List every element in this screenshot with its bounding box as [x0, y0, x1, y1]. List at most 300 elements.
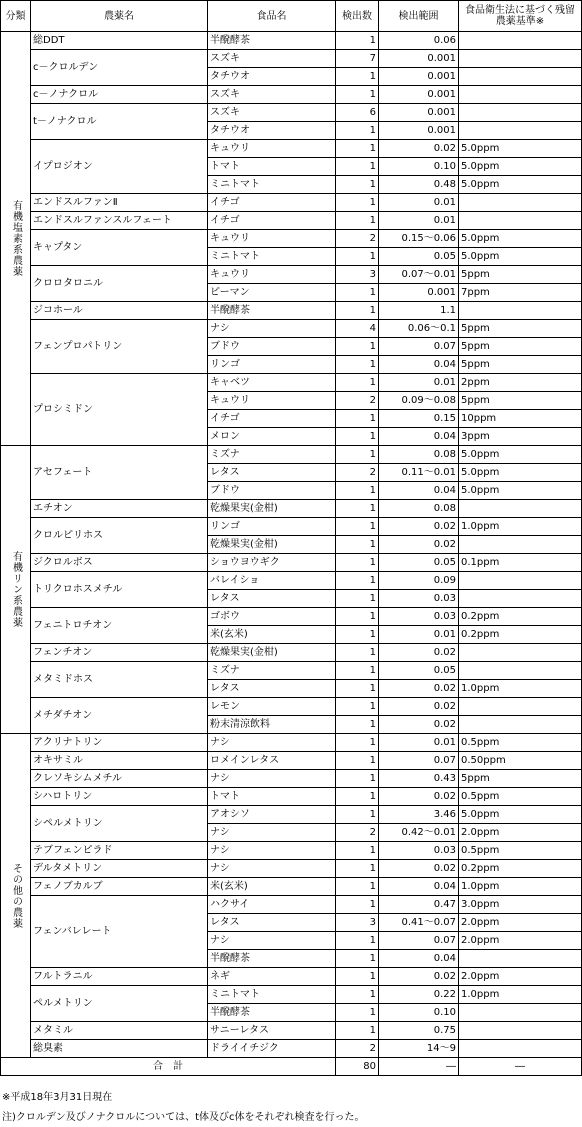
residue-standard: 7ppm	[459, 284, 582, 302]
food-name: レタス	[208, 680, 336, 698]
food-name: レタス	[208, 914, 336, 932]
table-row	[1, 1040, 582, 1058]
detection-count: 1	[336, 1004, 379, 1022]
table-row	[1, 140, 582, 158]
residue-standard: 5ppm	[459, 320, 582, 338]
food-name: トマト	[208, 158, 336, 176]
residue-standard: 5ppm	[459, 266, 582, 284]
residue-standard	[459, 950, 582, 968]
detection-range: 0.02	[379, 536, 459, 554]
detection-count: 1	[336, 716, 379, 734]
detection-count: 1	[336, 806, 379, 824]
food-name: キュウリ	[208, 230, 336, 248]
pesticide-name: キャプタン	[31, 230, 208, 266]
residue-standard	[459, 32, 582, 50]
pesticide-name: クレソキシムメチル	[31, 770, 208, 788]
residue-standard	[459, 86, 582, 104]
food-name: ミズナ	[208, 446, 336, 464]
detection-range: 0.04	[379, 950, 459, 968]
category-label: 有機塩素系農薬	[1, 32, 31, 446]
residue-standard: 5.0ppm	[459, 248, 582, 266]
residue-standard	[459, 122, 582, 140]
food-name: 米(玄米)	[208, 626, 336, 644]
detection-count: 1	[336, 536, 379, 554]
detection-count: 2	[336, 824, 379, 842]
detection-range: 0.05	[379, 248, 459, 266]
detection-range: 0.01	[379, 374, 459, 392]
detection-range: 0.02	[379, 140, 459, 158]
pesticide-name: トリクロホスメチル	[31, 572, 208, 608]
detection-count: 2	[336, 464, 379, 482]
detection-range: 0.04	[379, 878, 459, 896]
residue-standard: 1.0ppm	[459, 680, 582, 698]
food-name: ナシ	[208, 860, 336, 878]
detection-range: 0.10	[379, 1004, 459, 1022]
food-name: バレイショ	[208, 572, 336, 590]
residue-standard: 5.0ppm	[459, 806, 582, 824]
detection-range: 0.02	[379, 860, 459, 878]
detection-count: 1	[336, 878, 379, 896]
residue-standard: 5ppm	[459, 356, 582, 374]
table-row	[1, 608, 582, 626]
residue-standard	[459, 68, 582, 86]
detection-count: 1	[336, 176, 379, 194]
detection-count: 1	[336, 662, 379, 680]
food-name: ネギ	[208, 968, 336, 986]
detection-count: 1	[336, 194, 379, 212]
detection-count: 1	[336, 122, 379, 140]
detection-range: 0.02	[379, 518, 459, 536]
detection-range: 0.06～0.1	[379, 320, 459, 338]
detection-count: 1	[336, 860, 379, 878]
detection-range: 0.02	[379, 680, 459, 698]
detection-count: 1	[336, 158, 379, 176]
table-row	[1, 32, 582, 50]
food-name: ミニトマト	[208, 986, 336, 1004]
detection-count: 2	[336, 392, 379, 410]
pesticide-name: ペルメトリン	[31, 986, 208, 1022]
residue-standard: 10ppm	[459, 410, 582, 428]
table-row	[1, 230, 582, 248]
food-name: ショウヨウギク	[208, 554, 336, 572]
residue-standard	[459, 500, 582, 518]
detection-count: 1	[336, 302, 379, 320]
table-row	[1, 212, 582, 230]
food-name: タチウオ	[208, 68, 336, 86]
pesticide-name: プロシミドン	[31, 374, 208, 446]
pesticide-name: ジクロルボス	[31, 554, 208, 572]
detection-range: 0.11～0.01	[379, 464, 459, 482]
food-name: スズキ	[208, 104, 336, 122]
food-name: サニーレタス	[208, 1022, 336, 1040]
pesticide-name: テブフェンピラド	[31, 842, 208, 860]
food-name: スズキ	[208, 50, 336, 68]
residue-standard: 2.0ppm	[459, 824, 582, 842]
detection-range: 0.01	[379, 734, 459, 752]
table-row	[1, 878, 582, 896]
table-row	[1, 554, 582, 572]
pesticide-name: オキサミル	[31, 752, 208, 770]
food-name: ハクサイ	[208, 896, 336, 914]
detection-count: 1	[336, 356, 379, 374]
pesticide-name: シペルメトリン	[31, 806, 208, 842]
residue-standard: 1.0ppm	[459, 878, 582, 896]
pesticide-name: メタミドホス	[31, 662, 208, 698]
detection-range: 0.43	[379, 770, 459, 788]
detection-range: 0.02	[379, 644, 459, 662]
detection-count: 1	[336, 572, 379, 590]
food-name: アオシソ	[208, 806, 336, 824]
detection-range: 0.001	[379, 122, 459, 140]
residue-standard: 5ppm	[459, 392, 582, 410]
detection-count: 1	[336, 86, 379, 104]
table-row	[1, 896, 582, 914]
table-row	[1, 194, 582, 212]
food-name: トマト	[208, 788, 336, 806]
residue-standard	[459, 212, 582, 230]
food-name: キュウリ	[208, 140, 336, 158]
residue-standard: 3ppm	[459, 428, 582, 446]
food-name: 米(玄米)	[208, 878, 336, 896]
detection-count: 1	[336, 626, 379, 644]
detection-count: 1	[336, 680, 379, 698]
food-name: レタス	[208, 464, 336, 482]
detection-count: 2	[336, 230, 379, 248]
pesticide-name: エチオン	[31, 500, 208, 518]
detection-range: 0.42～0.01	[379, 824, 459, 842]
detection-count: 1	[336, 770, 379, 788]
residue-standard	[459, 194, 582, 212]
residue-standard: 0.5ppm	[459, 734, 582, 752]
pesticide-name: フルトラニル	[31, 968, 208, 986]
food-name: 半醗酵茶	[208, 950, 336, 968]
residue-standard	[459, 536, 582, 554]
total-range: ―	[379, 1058, 459, 1076]
residue-standard: 0.5ppm	[459, 788, 582, 806]
detection-count: 2	[336, 1040, 379, 1058]
detection-count: 6	[336, 104, 379, 122]
residue-standard: 1.0ppm	[459, 986, 582, 1004]
table-row	[1, 644, 582, 662]
detection-range: 0.09～0.08	[379, 392, 459, 410]
food-name: ミニトマト	[208, 176, 336, 194]
table-row	[1, 86, 582, 104]
detection-count: 1	[336, 446, 379, 464]
table-row	[1, 104, 582, 122]
pesticide-name: フェノブカルブ	[31, 878, 208, 896]
detection-count: 1	[336, 554, 379, 572]
residue-standard: 1.0ppm	[459, 518, 582, 536]
food-name: ブドウ	[208, 482, 336, 500]
residue-standard: 5.0ppm	[459, 158, 582, 176]
food-name: 半醗酵茶	[208, 1004, 336, 1022]
detection-count: 1	[336, 932, 379, 950]
detection-range: 0.03	[379, 590, 459, 608]
table-row	[1, 986, 582, 1004]
note-chlordane: 注)クロルデン及びノナクロルについては、t体及びc体をそれぞれ検査を行った。	[2, 1112, 365, 1123]
food-name: イチゴ	[208, 212, 336, 230]
category-label: 有機リン系農薬	[1, 446, 31, 734]
pesticide-name: クロルピリホス	[31, 518, 208, 554]
detection-count: 1	[336, 734, 379, 752]
pesticide-name: デルタメトリン	[31, 860, 208, 878]
table-row	[1, 518, 582, 536]
pesticide-name: フェニトロチオン	[31, 608, 208, 644]
residue-standard: 2.0ppm	[459, 932, 582, 950]
residue-standard: 5ppm	[459, 338, 582, 356]
pesticide-name: c－ノナクロル	[31, 86, 208, 104]
detection-range: 0.09	[379, 572, 459, 590]
residue-standard: 5.0ppm	[459, 446, 582, 464]
detection-range: 0.10	[379, 158, 459, 176]
table-row	[1, 806, 582, 824]
header-food: 食品名	[208, 1, 336, 32]
food-name: タチウオ	[208, 122, 336, 140]
detection-count: 1	[336, 788, 379, 806]
pesticide-name: t－ノナクロル	[31, 104, 208, 140]
detection-count: 1	[336, 284, 379, 302]
detection-range: 0.04	[379, 428, 459, 446]
pesticide-name: フェンバレレート	[31, 896, 208, 968]
food-name: ナシ	[208, 824, 336, 842]
residue-standard	[459, 698, 582, 716]
total-count: 80	[336, 1058, 379, 1076]
header-row	[1, 1, 582, 32]
detection-range: 0.08	[379, 446, 459, 464]
table-row	[1, 860, 582, 878]
detection-range: 0.75	[379, 1022, 459, 1040]
detection-range: 0.01	[379, 194, 459, 212]
detection-range: 0.02	[379, 788, 459, 806]
detection-range: 0.02	[379, 968, 459, 986]
detection-range: 0.001	[379, 104, 459, 122]
table-row	[1, 842, 582, 860]
residue-standard: 2.0ppm	[459, 968, 582, 986]
residue-standard	[459, 1040, 582, 1058]
residue-standard: 3.0ppm	[459, 896, 582, 914]
residue-standard: 0.2ppm	[459, 608, 582, 626]
pesticide-name: アクリナトリン	[31, 734, 208, 752]
residue-standard: 5.0ppm	[459, 140, 582, 158]
food-name: ナシ	[208, 770, 336, 788]
detection-range: 0.01	[379, 212, 459, 230]
detection-count: 3	[336, 914, 379, 932]
residue-standard: 2ppm	[459, 374, 582, 392]
food-name: 半醗酵茶	[208, 32, 336, 50]
detection-range: 0.01	[379, 626, 459, 644]
table-row	[1, 698, 582, 716]
food-name: リンゴ	[208, 356, 336, 374]
detection-range: 0.07～0.01	[379, 266, 459, 284]
residue-standard	[459, 644, 582, 662]
detection-range: 0.04	[379, 482, 459, 500]
detection-range: 3.46	[379, 806, 459, 824]
table-row	[1, 770, 582, 788]
detection-count: 1	[336, 410, 379, 428]
table-row	[1, 446, 582, 464]
pesticide-name: 総DDT	[31, 32, 208, 50]
header-category: 分類	[1, 1, 31, 32]
residue-standard	[459, 1004, 582, 1022]
table-row	[1, 1022, 582, 1040]
food-name: レタス	[208, 590, 336, 608]
pesticide-name: ジコホール	[31, 302, 208, 320]
detection-count: 1	[336, 212, 379, 230]
detection-count: 1	[336, 968, 379, 986]
residue-standard: 2.0ppm	[459, 914, 582, 932]
detection-count: 7	[336, 50, 379, 68]
residue-standard: 0.1ppm	[459, 554, 582, 572]
detection-range: 0.04	[379, 356, 459, 374]
residue-standard	[459, 50, 582, 68]
table-row	[1, 266, 582, 284]
detection-count: 1	[336, 896, 379, 914]
table-row	[1, 734, 582, 752]
detection-count: 1	[336, 590, 379, 608]
residue-standard: 5.0ppm	[459, 482, 582, 500]
detection-range: 0.001	[379, 50, 459, 68]
food-name: 粉末清涼飲料	[208, 716, 336, 734]
pesticide-name: フェンプロパトリン	[31, 320, 208, 374]
detection-range: 0.001	[379, 86, 459, 104]
food-name: ゴボウ	[208, 608, 336, 626]
header-range: 検出範囲	[379, 1, 459, 32]
detection-range: 0.03	[379, 842, 459, 860]
detection-count: 1	[336, 752, 379, 770]
pesticide-name: 総臭素	[31, 1040, 208, 1058]
pesticide-name: メタミル	[31, 1022, 208, 1040]
food-name: ドライイチジク	[208, 1040, 336, 1058]
detection-range: 0.05	[379, 662, 459, 680]
food-name: ピーマン	[208, 284, 336, 302]
residue-standard	[459, 590, 582, 608]
residue-standard: 5.0ppm	[459, 464, 582, 482]
detection-range: 0.08	[379, 500, 459, 518]
header-count: 検出数	[336, 1, 379, 32]
note-date: ※平成18年3月31日現在	[2, 1092, 113, 1103]
detection-count: 1	[336, 644, 379, 662]
detection-range: 0.001	[379, 284, 459, 302]
detection-count: 1	[336, 950, 379, 968]
header-pesticide: 農薬名	[31, 1, 208, 32]
detection-count: 1	[336, 140, 379, 158]
total-row	[1, 1058, 582, 1076]
residue-standard	[459, 302, 582, 320]
detection-count: 1	[336, 32, 379, 50]
detection-count: 3	[336, 266, 379, 284]
food-name: キャベツ	[208, 374, 336, 392]
table-row	[1, 320, 582, 338]
food-name: メロン	[208, 428, 336, 446]
food-name: イチゴ	[208, 194, 336, 212]
residue-standard	[459, 572, 582, 590]
detection-range: 0.07	[379, 752, 459, 770]
detection-range: 14～9	[379, 1040, 459, 1058]
detection-range: 0.05	[379, 554, 459, 572]
residue-standard	[459, 716, 582, 734]
pesticide-name: アセフェート	[31, 446, 208, 500]
detection-count: 1	[336, 986, 379, 1004]
detection-count: 4	[336, 320, 379, 338]
food-name: スズキ	[208, 86, 336, 104]
detection-count: 1	[336, 608, 379, 626]
table-row	[1, 662, 582, 680]
pesticide-name: メチダチオン	[31, 698, 208, 734]
detection-range: 0.48	[379, 176, 459, 194]
food-name: ブドウ	[208, 338, 336, 356]
detection-count: 1	[336, 248, 379, 266]
detection-range: 0.47	[379, 896, 459, 914]
residue-standard	[459, 1022, 582, 1040]
detection-range: 0.15	[379, 410, 459, 428]
detection-count: 1	[336, 842, 379, 860]
food-name: キュウリ	[208, 266, 336, 284]
detection-range: 0.15～0.06	[379, 230, 459, 248]
detection-range: 0.02	[379, 698, 459, 716]
food-name: 半醗酵茶	[208, 302, 336, 320]
table-row	[1, 572, 582, 590]
food-name: キュウリ	[208, 392, 336, 410]
food-name: イチゴ	[208, 410, 336, 428]
detection-range: 0.06	[379, 32, 459, 50]
residue-standard	[459, 662, 582, 680]
table-row	[1, 968, 582, 986]
residue-standard: 5ppm	[459, 770, 582, 788]
residue-standard: 0.2ppm	[459, 626, 582, 644]
food-name: ロメインレタス	[208, 752, 336, 770]
pesticide-name: イプロジオン	[31, 140, 208, 194]
total-standard: ―	[459, 1058, 582, 1076]
detection-count: 1	[336, 500, 379, 518]
table-row	[1, 500, 582, 518]
detection-count: 1	[336, 374, 379, 392]
residue-standard: 0.50ppm	[459, 752, 582, 770]
detection-range: 0.07	[379, 338, 459, 356]
detection-count: 1	[336, 428, 379, 446]
residue-standard: 5.0ppm	[459, 230, 582, 248]
food-name: ナシ	[208, 932, 336, 950]
header-standard: 食品衛生法に基づく残留農薬基準※	[459, 1, 582, 32]
detection-count: 1	[336, 698, 379, 716]
detection-count: 1	[336, 482, 379, 500]
residue-standard: 0.2ppm	[459, 860, 582, 878]
food-name: ナシ	[208, 842, 336, 860]
detection-count: 1	[336, 68, 379, 86]
food-name: 乾燥果実(金柑)	[208, 500, 336, 518]
pesticide-name: シハロトリン	[31, 788, 208, 806]
table-row	[1, 50, 582, 68]
food-name: レモン	[208, 698, 336, 716]
food-name: 乾燥果実(金柑)	[208, 536, 336, 554]
detection-count: 1	[336, 518, 379, 536]
food-name: リンゴ	[208, 518, 336, 536]
detection-range: 0.03	[379, 608, 459, 626]
residue-standard: 0.5ppm	[459, 842, 582, 860]
food-name: ミズナ	[208, 662, 336, 680]
table-row	[1, 302, 582, 320]
detection-range: 0.07	[379, 932, 459, 950]
pesticide-name: c－クロルデン	[31, 50, 208, 86]
pesticide-name: クロロタロニル	[31, 266, 208, 302]
pesticide-name: エンドスルファンスルフェート	[31, 212, 208, 230]
residue-standard	[459, 104, 582, 122]
detection-count: 1	[336, 1022, 379, 1040]
table-row	[1, 788, 582, 806]
detection-range: 0.001	[379, 68, 459, 86]
detection-range: 0.41～0.07	[379, 914, 459, 932]
table-row	[1, 374, 582, 392]
residue-standard: 5.0ppm	[459, 176, 582, 194]
